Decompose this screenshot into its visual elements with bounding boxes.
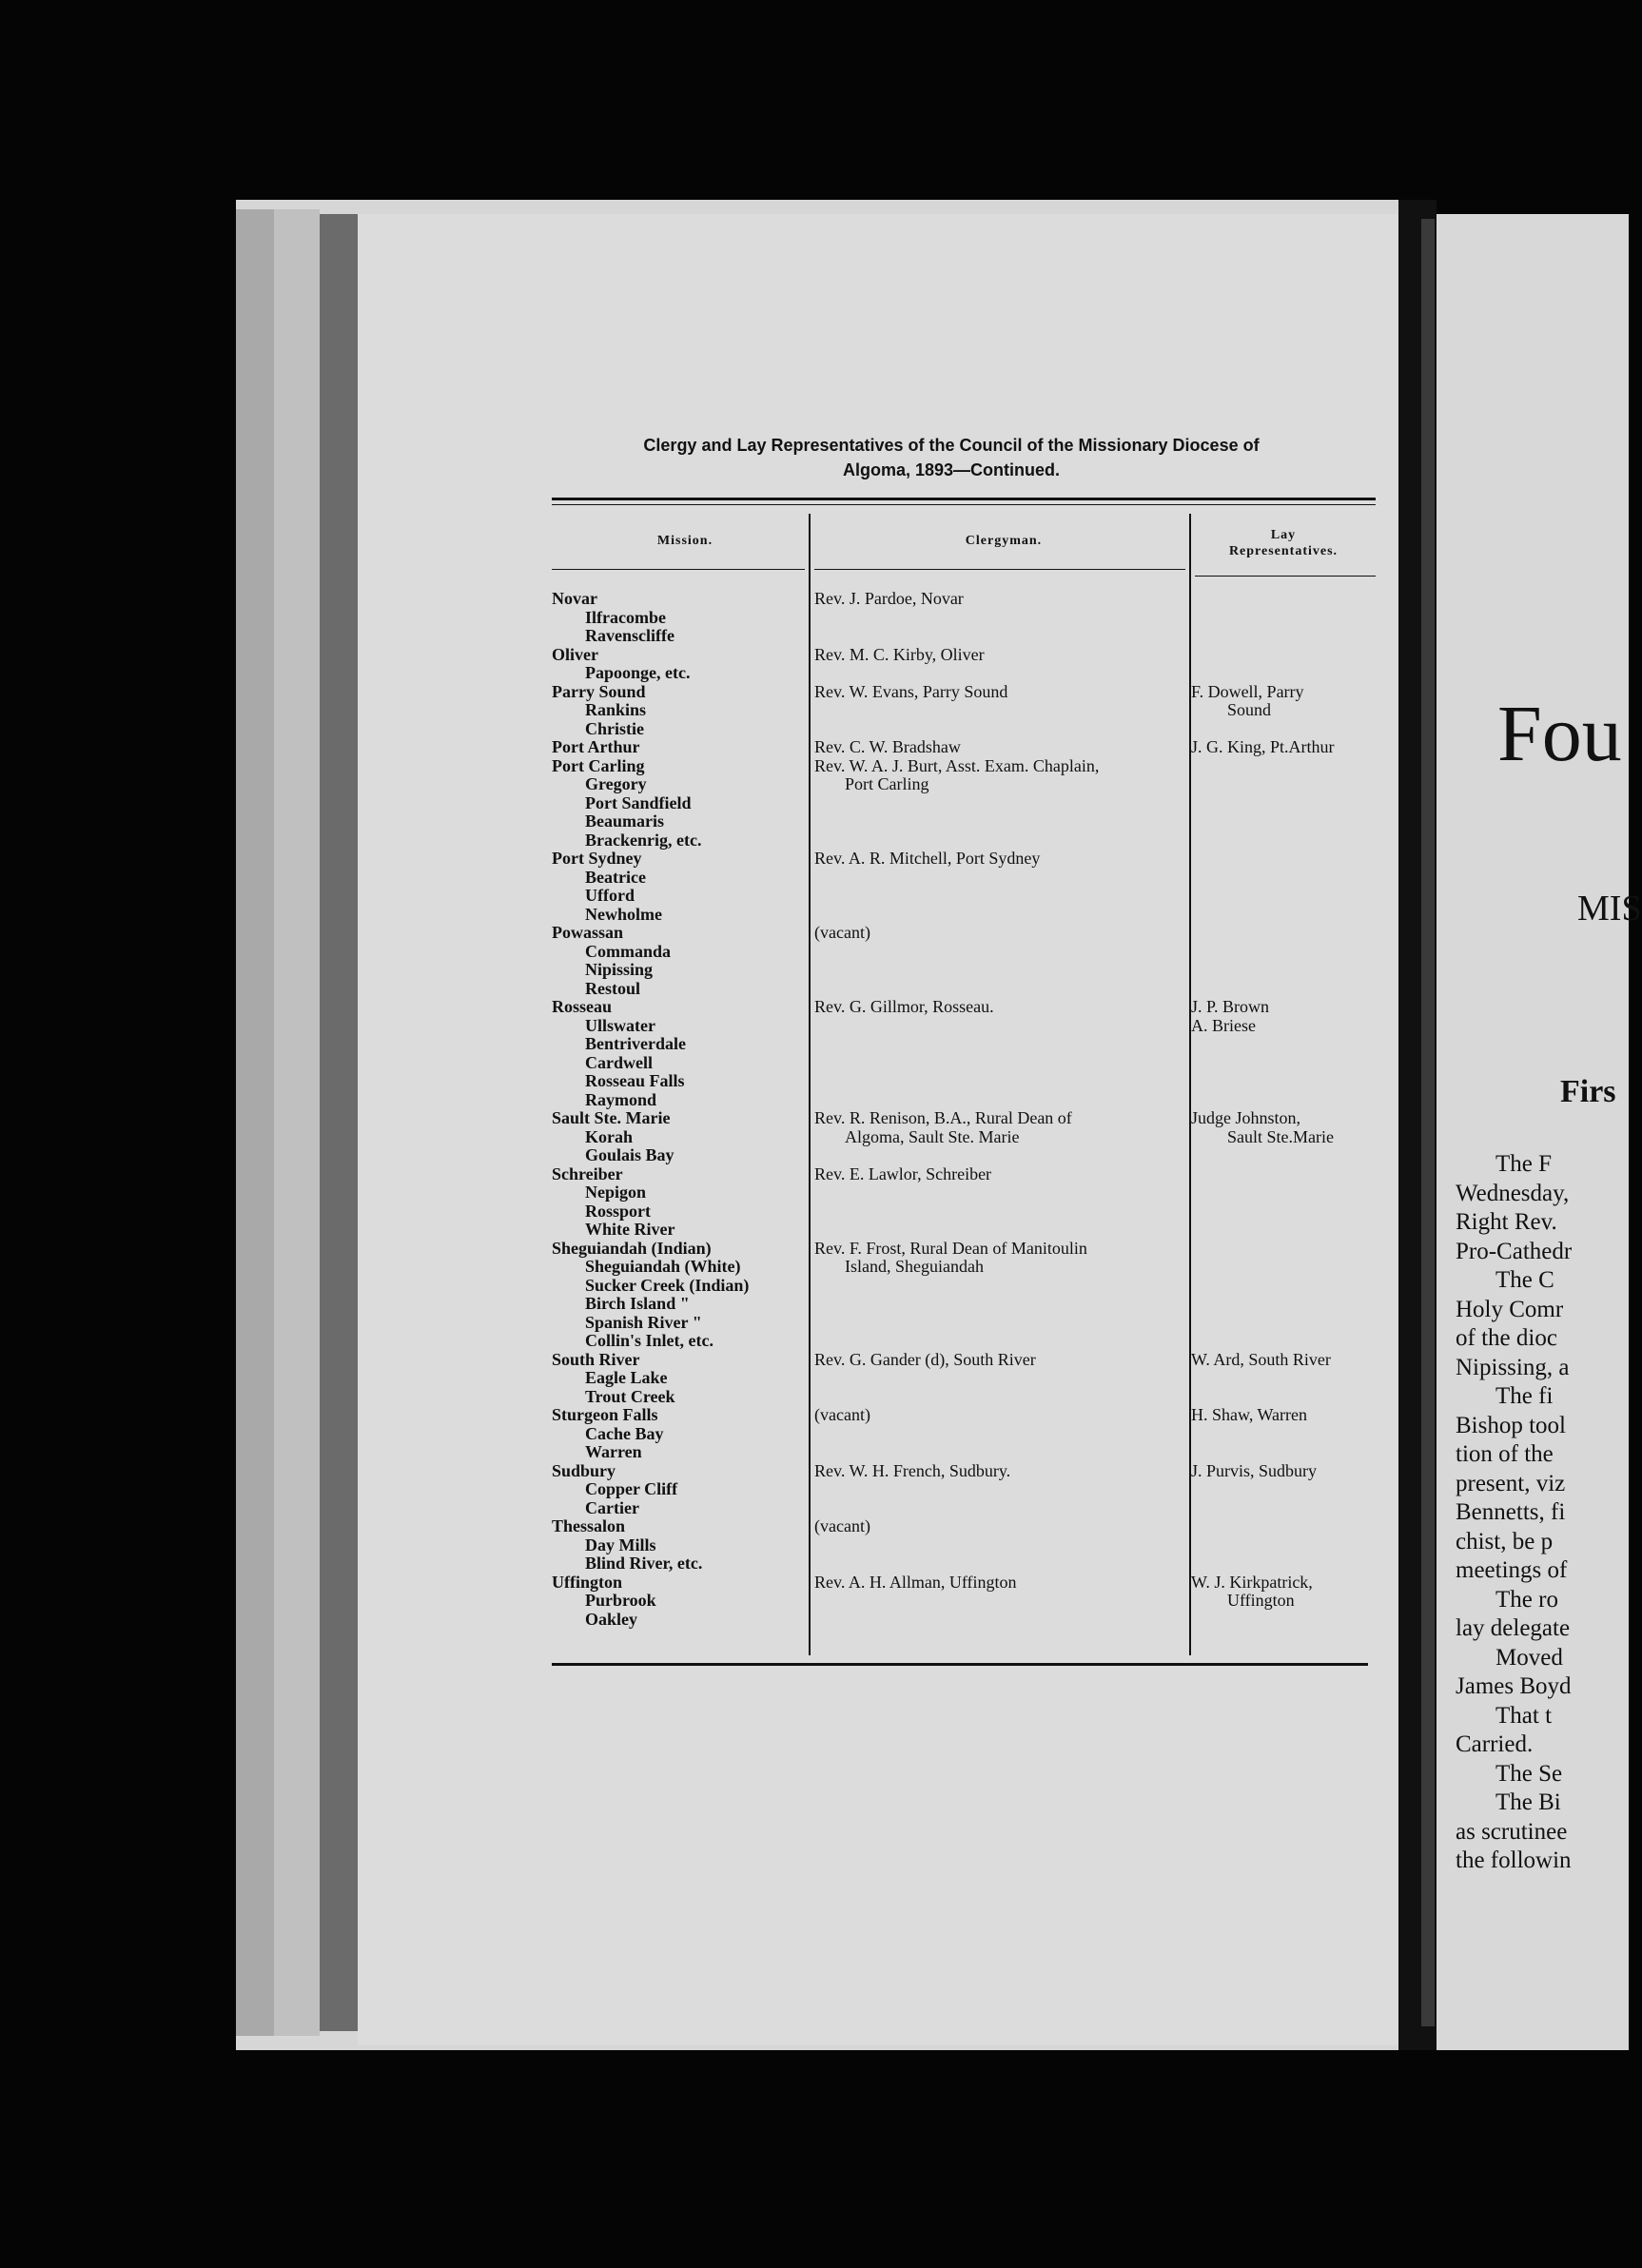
sub-station: Blind River, etc.	[585, 1554, 703, 1573]
column-divider	[809, 514, 811, 1655]
lay-representative: F. Dowell, Parry	[1191, 681, 1304, 701]
sub-station: Rossport	[585, 1201, 652, 1221]
sub-station: Bentriverdale	[585, 1034, 686, 1053]
clergyman: Rev. R. Renison, B.A., Rural Dean of	[814, 1108, 1072, 1127]
sub-station: Copper Cliff	[585, 1479, 678, 1498]
title-line-1: Clergy and Lay Representatives of the Council of the Missionary Diocese of	[643, 436, 1260, 455]
clergyman: Rev. G. Gillmor, Rosseau.	[814, 997, 994, 1016]
right-page-subheading: MIS	[1577, 889, 1642, 929]
sub-station: Beaumaris	[585, 811, 664, 831]
right-page-line: Right Rev.	[1456, 1209, 1557, 1235]
sub-station: Korah	[585, 1126, 634, 1146]
right-page-line: Moved	[1495, 1644, 1563, 1671]
lay-representative: J. P. Brown	[1191, 997, 1270, 1016]
clergyman: Port Carling	[845, 774, 929, 793]
clergyman: Rev. C. W. Bradshaw	[814, 737, 961, 756]
clergyman: Rev. A. R. Mitchell, Port Sydney	[814, 849, 1041, 868]
mission-header-rule	[552, 569, 805, 570]
sub-station: White River	[585, 1220, 675, 1239]
right-page-line: The ro	[1495, 1586, 1558, 1613]
page-edge	[236, 209, 274, 2036]
clergyman: Rev. E. Lawlor, Schreiber	[814, 1163, 992, 1183]
right-page-line: lay delegate	[1456, 1615, 1571, 1641]
right-page-line: Wednesday,	[1456, 1180, 1570, 1206]
right-page-line: Holy Comr	[1456, 1296, 1564, 1322]
lay-representative: Sault Ste.Marie	[1227, 1126, 1334, 1146]
lay-header-rule	[1195, 576, 1376, 577]
right-page-line: Carried.	[1456, 1731, 1534, 1757]
right-page-line: The Bi	[1495, 1789, 1561, 1815]
right-page-line: Bishop tool	[1456, 1412, 1566, 1438]
sub-station: Sucker Creek (Indian)	[585, 1275, 750, 1295]
lay-representative: Sound	[1227, 700, 1272, 719]
lay-header-line-2: Representatives.	[1228, 544, 1339, 558]
lay-representative: H. Shaw, Warren	[1191, 1405, 1308, 1424]
clergyman: Algoma, Sault Ste. Marie	[845, 1126, 1020, 1146]
lay-header-line-1: Lay	[1270, 528, 1297, 542]
lay-representative: Judge Johnston,	[1191, 1108, 1301, 1127]
clergyman: Rev. A. H. Allman, Uffington	[814, 1572, 1017, 1592]
mission-name: Uffington	[552, 1572, 623, 1592]
column-header-lay	[1193, 527, 1374, 559]
sub-station: Raymond	[585, 1089, 657, 1109]
clergyman: Rev. G. Gander (d), South River	[814, 1349, 1036, 1369]
clergyman: Rev. J. Pardoe, Novar	[814, 589, 964, 608]
sub-station: Sheguiandah (White)	[585, 1257, 741, 1276]
sub-station: Purbrook	[585, 1591, 656, 1610]
sub-station: Newholme	[585, 904, 662, 924]
right-page-line: tion of the	[1456, 1441, 1554, 1467]
sub-station: Goulais Bay	[585, 1145, 674, 1164]
mission-name: Rosseau	[552, 997, 613, 1016]
sub-station: Gregory	[585, 774, 647, 793]
right-page-line: present, viz	[1456, 1470, 1566, 1496]
sub-station: Day Mills	[585, 1535, 656, 1554]
right-page-line: of the dioc	[1456, 1325, 1557, 1351]
mission-name: Oliver	[552, 644, 598, 664]
mission-name: Port Arthur	[552, 737, 640, 756]
sub-station: Christie	[585, 718, 644, 738]
right-page-line: The fi	[1495, 1383, 1554, 1409]
book-gutter-shadow	[1421, 219, 1435, 2026]
mission-name: Port Sydney	[552, 849, 642, 868]
lay-representative: W. Ard, South River	[1191, 1349, 1331, 1369]
sub-station: Oakley	[585, 1609, 638, 1629]
sub-station: Birch Island "	[585, 1294, 690, 1313]
top-rule-thin	[552, 504, 1376, 505]
sub-station: Rankins	[585, 700, 647, 719]
mission-name: Thessalon	[552, 1516, 626, 1535]
sub-station: Beatrice	[585, 867, 646, 887]
sub-station: Eagle Lake	[585, 1368, 668, 1387]
bottom-rule	[552, 1663, 1368, 1666]
right-page-line: Pro-Cathedr	[1456, 1238, 1573, 1264]
sub-station: Rosseau Falls	[585, 1071, 685, 1090]
sub-station: Restoul	[585, 978, 640, 998]
clergyman: Island, Sheguiandah	[845, 1257, 984, 1276]
page-edge	[320, 214, 358, 2031]
column-header-mission: Mission.	[656, 534, 713, 548]
sub-station: Brackenrig, etc.	[585, 830, 702, 850]
right-page-heading: Fou	[1497, 690, 1622, 778]
right-page-line: meetings of	[1456, 1557, 1568, 1583]
sub-station: Nipissing	[585, 960, 654, 979]
mission-name: Novar	[552, 589, 597, 608]
right-page-line: James Boyd	[1456, 1673, 1572, 1699]
mission-name: Schreiber	[552, 1163, 623, 1183]
sub-station: Papoonge, etc.	[585, 663, 691, 682]
title-line-2: Algoma, 1893—Continued.	[842, 460, 1061, 479]
right-page-section: Firs	[1560, 1074, 1616, 1109]
mission-name: Sudbury	[552, 1460, 616, 1480]
clergyman: Rev. M. C. Kirby, Oliver	[814, 644, 985, 664]
top-rule	[552, 498, 1376, 500]
right-page-line: as scrutinee	[1456, 1818, 1568, 1845]
sub-station: Collin's Inlet, etc.	[585, 1331, 713, 1350]
document-title	[533, 433, 1370, 482]
clergyman: (vacant)	[814, 1405, 870, 1424]
sub-station: Ilfracombe	[585, 607, 666, 627]
sub-station: Cardwell	[585, 1052, 653, 1072]
column-header-clergyman: Clergyman.	[965, 534, 1043, 548]
sub-station: Spanish River "	[585, 1312, 702, 1332]
lay-representative: Uffington	[1227, 1591, 1295, 1610]
right-page-line: The Se	[1495, 1760, 1563, 1787]
sub-station: Cartier	[585, 1497, 639, 1517]
sub-station: Nepigon	[585, 1183, 647, 1202]
mission-name: Sheguiandah (Indian)	[552, 1238, 712, 1258]
lay-representative: A. Briese	[1191, 1015, 1256, 1035]
sub-station: Ufford	[585, 886, 635, 905]
clergyman: Rev. W. H. French, Sudbury.	[814, 1460, 1011, 1480]
sub-station: Ullswater	[585, 1015, 655, 1035]
sub-station: Trout Creek	[585, 1386, 675, 1406]
right-page-line: The F	[1495, 1151, 1553, 1177]
right-page-line: Bennetts, fi	[1456, 1499, 1566, 1525]
mission-name: Sturgeon Falls	[552, 1405, 658, 1424]
right-page-line: chist, be p	[1456, 1528, 1554, 1554]
page-edge	[274, 209, 320, 2036]
lay-representative: J. G. King, Pt.Arthur	[1191, 737, 1335, 756]
right-page-line: Nipissing, a	[1456, 1354, 1570, 1380]
right-page-line: That t	[1495, 1702, 1553, 1729]
clergyman: (vacant)	[814, 923, 870, 942]
mission-name: South River	[552, 1349, 640, 1369]
lay-representative: W. J. Kirkpatrick,	[1191, 1572, 1313, 1592]
sub-station: Cache Bay	[585, 1423, 664, 1443]
clergy-header-rule	[814, 569, 1185, 570]
clergyman: Rev. F. Frost, Rural Dean of Manitoulin	[814, 1238, 1087, 1258]
mission-name: Port Carling	[552, 755, 645, 775]
mission-name: Sault Ste. Marie	[552, 1108, 671, 1127]
sub-station: Port Sandfield	[585, 792, 692, 812]
right-page-line: the followin	[1456, 1848, 1572, 1873]
clergyman: (vacant)	[814, 1516, 870, 1535]
mission-name: Parry Sound	[552, 681, 646, 701]
mission-name: Powassan	[552, 923, 624, 942]
sub-station: Commanda	[585, 941, 672, 961]
clergyman: Rev. W. Evans, Parry Sound	[814, 681, 1008, 701]
sub-station: Warren	[585, 1442, 642, 1461]
clergyman: Rev. W. A. J. Burt, Asst. Exam. Chaplain,	[814, 755, 1100, 775]
right-page	[1437, 214, 1642, 2050]
sub-station: Ravenscliffe	[585, 626, 674, 645]
lay-representative: J. Purvis, Sudbury	[1191, 1460, 1318, 1480]
right-page-line: The C	[1495, 1267, 1554, 1293]
